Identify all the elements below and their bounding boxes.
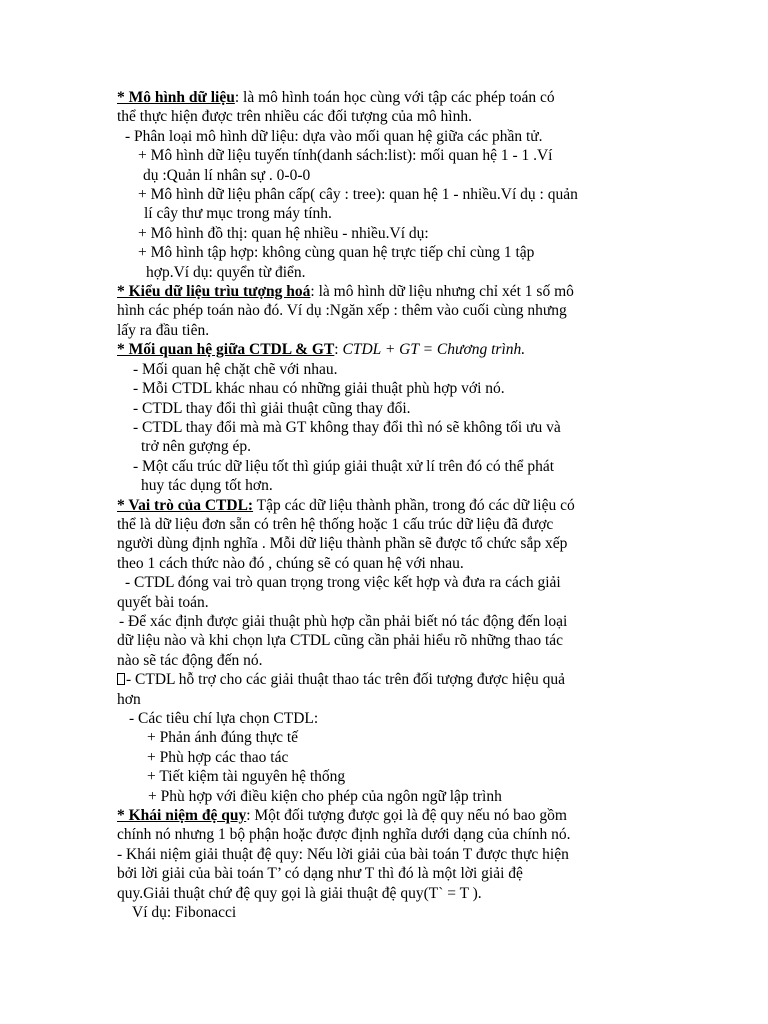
text-line: chính nó nhưng 1 bộ phận hoặc được định nghĩa dưới dạng của chính nó. <box>117 826 571 844</box>
document-body <box>117 88 657 922</box>
heading-abstract-data-type: * Kiểu dữ liệu trìu tượng hoá <box>117 283 311 301</box>
text-line: thể là dữ liệu đơn sẵn có trên hệ thống hoặc 1 cấu trúc dữ liệu đã được <box>117 515 554 533</box>
text-line: quy.Giải thuật chứ đệ quy gọi là giải thuật đệ quy(T` = T ). <box>117 884 482 902</box>
text-line: - Phân loại mô hình dữ liệu: dựa vào mối quan hệ giữa các phần tử. <box>125 127 543 145</box>
heading-data-model: * Mô hình dữ liệu <box>117 89 235 106</box>
section-abstract-type-line-1 <box>117 282 657 301</box>
text-line: thể thực hiện được trên nhiều các đối tượng của mô hình. <box>117 108 472 126</box>
missing-glyph-icon <box>117 673 125 685</box>
text-span: : là mô hình dữ liệu nhưng chỉ xét 1 số mô <box>310 283 574 301</box>
text-line: nào sẽ tác động đến nó. <box>117 651 263 669</box>
text-span: Tập các dữ liệu thành phần, trong đó các dữ liệu có <box>253 496 575 514</box>
section-recursion-line-1 <box>117 806 657 825</box>
text-span: : là mô hình toán học cùng với tập các phép toán có <box>234 89 555 106</box>
formula: CTDL + GT = Chương trình. <box>342 341 526 359</box>
text-line: lấy ra đầu tiên. <box>117 321 210 339</box>
heading-recursion: * Khái niệm đệ quy <box>117 807 247 825</box>
text-line: + Phù hợp các thao tác <box>147 748 289 766</box>
text-line: - CTDL thay đổi thì giải thuật cũng thay đổi. <box>133 399 411 417</box>
text-line: Ví dụ: Fibonacci <box>132 904 237 922</box>
text-line: quyết bài toán. <box>117 593 209 611</box>
text-line: bởi lời giải của bài toán T’ có dạng như T thì đó là một lời giải đệ <box>117 865 523 883</box>
text-line: hơn <box>117 690 141 708</box>
section-relation-line-1 <box>117 340 657 359</box>
text-line: + Mô hình đồ thị: quan hệ nhiều - nhiều.Ví dụ: <box>138 224 429 242</box>
heading-role: * Vai trò của CTDL: <box>117 496 254 514</box>
text-line: hình các phép toán nào đó. Ví dụ :Ngăn xếp : thêm vào cuối cùng nhưng <box>117 302 567 320</box>
text-line: huy tác dụng tốt hơn. <box>141 477 273 495</box>
text-span: - CTDL hỗ trợ cho các giải thuật thao tác trên đối tượng được hiệu quả <box>126 671 565 689</box>
heading-relation: * Mối quan hệ giữa CTDL & GT <box>117 341 335 359</box>
text-line: hợp.Ví dụ: quyển từ điển. <box>146 263 306 281</box>
text-line: - CTDL thay đổi mà mà GT không thay đổi thì nó sẽ không tối ưu và <box>133 418 561 436</box>
text-line: - Các tiêu chí lựa chọn CTDL: <box>129 710 319 727</box>
text-line: + Phản ánh đúng thực tế <box>147 729 299 747</box>
text-span: : Một đối tượng được gọi là đệ quy nếu nó bao gồm <box>246 807 567 825</box>
text-line: + Tiết kiệm tài nguyên hệ thống <box>147 768 346 786</box>
text-line: - Khái niệm giải thuật đệ quy: Nếu lời giải của bài toán T được thực hiện <box>117 845 569 863</box>
text-line: dụ :Quản lí nhân sự . 0-0-0 <box>143 166 311 184</box>
section-role-line-1 <box>117 496 657 515</box>
text-line: dữ liệu nào và khi chọn lựa CTDL cũng cần phải hiểu rõ những thao tác <box>117 632 564 650</box>
text-line: - Mỗi CTDL khác nhau có những giải thuật phù hợp với nó. <box>133 380 505 398</box>
text-line: người dùng định nghĩa . Mỗi dữ liệu thành phần sẽ được tổ chức sắp xếp <box>117 535 568 553</box>
text-line: theo 1 cách thức nào đó , chúng sẽ có quan hệ với nhau. <box>117 554 464 572</box>
section-data-model-line-1 <box>117 88 657 107</box>
text-line: + Mô hình tập hợp: không cùng quan hệ trực tiếp chỉ cùng 1 tập <box>138 244 535 262</box>
text-line: - Mối quan hệ chặt chẽ với nhau. <box>133 360 338 378</box>
text-line: - Một cấu trúc dữ liệu tốt thì giúp giải thuật xử lí trên đó có thể phát <box>133 457 555 475</box>
text-line: + Mô hình dữ liệu tuyến tính(danh sách:list): mối quan hệ 1 - 1 .Ví <box>138 147 553 165</box>
text-line: + Phù hợp với điều kiện cho phép của ngôn ngữ lập trình <box>148 787 502 805</box>
text-line: - CTDL đóng vai trò quan trọng trong việc kết hợp và đưa ra cách giải <box>125 574 561 592</box>
text-line: - Để xác định được giải thuật phù hợp cần phải biết nó tác động đến loại <box>119 612 568 630</box>
text-line: lí cây thư mục trong máy tính. <box>144 205 332 223</box>
text-span: : <box>334 341 343 359</box>
bullet-line <box>117 670 657 689</box>
text-line: trở nên gượng ép. <box>141 438 252 456</box>
text-line: + Mô hình dữ liệu phân cấp( cây : tree): quan hệ 1 - nhiều.Ví dụ : quản <box>138 186 578 204</box>
